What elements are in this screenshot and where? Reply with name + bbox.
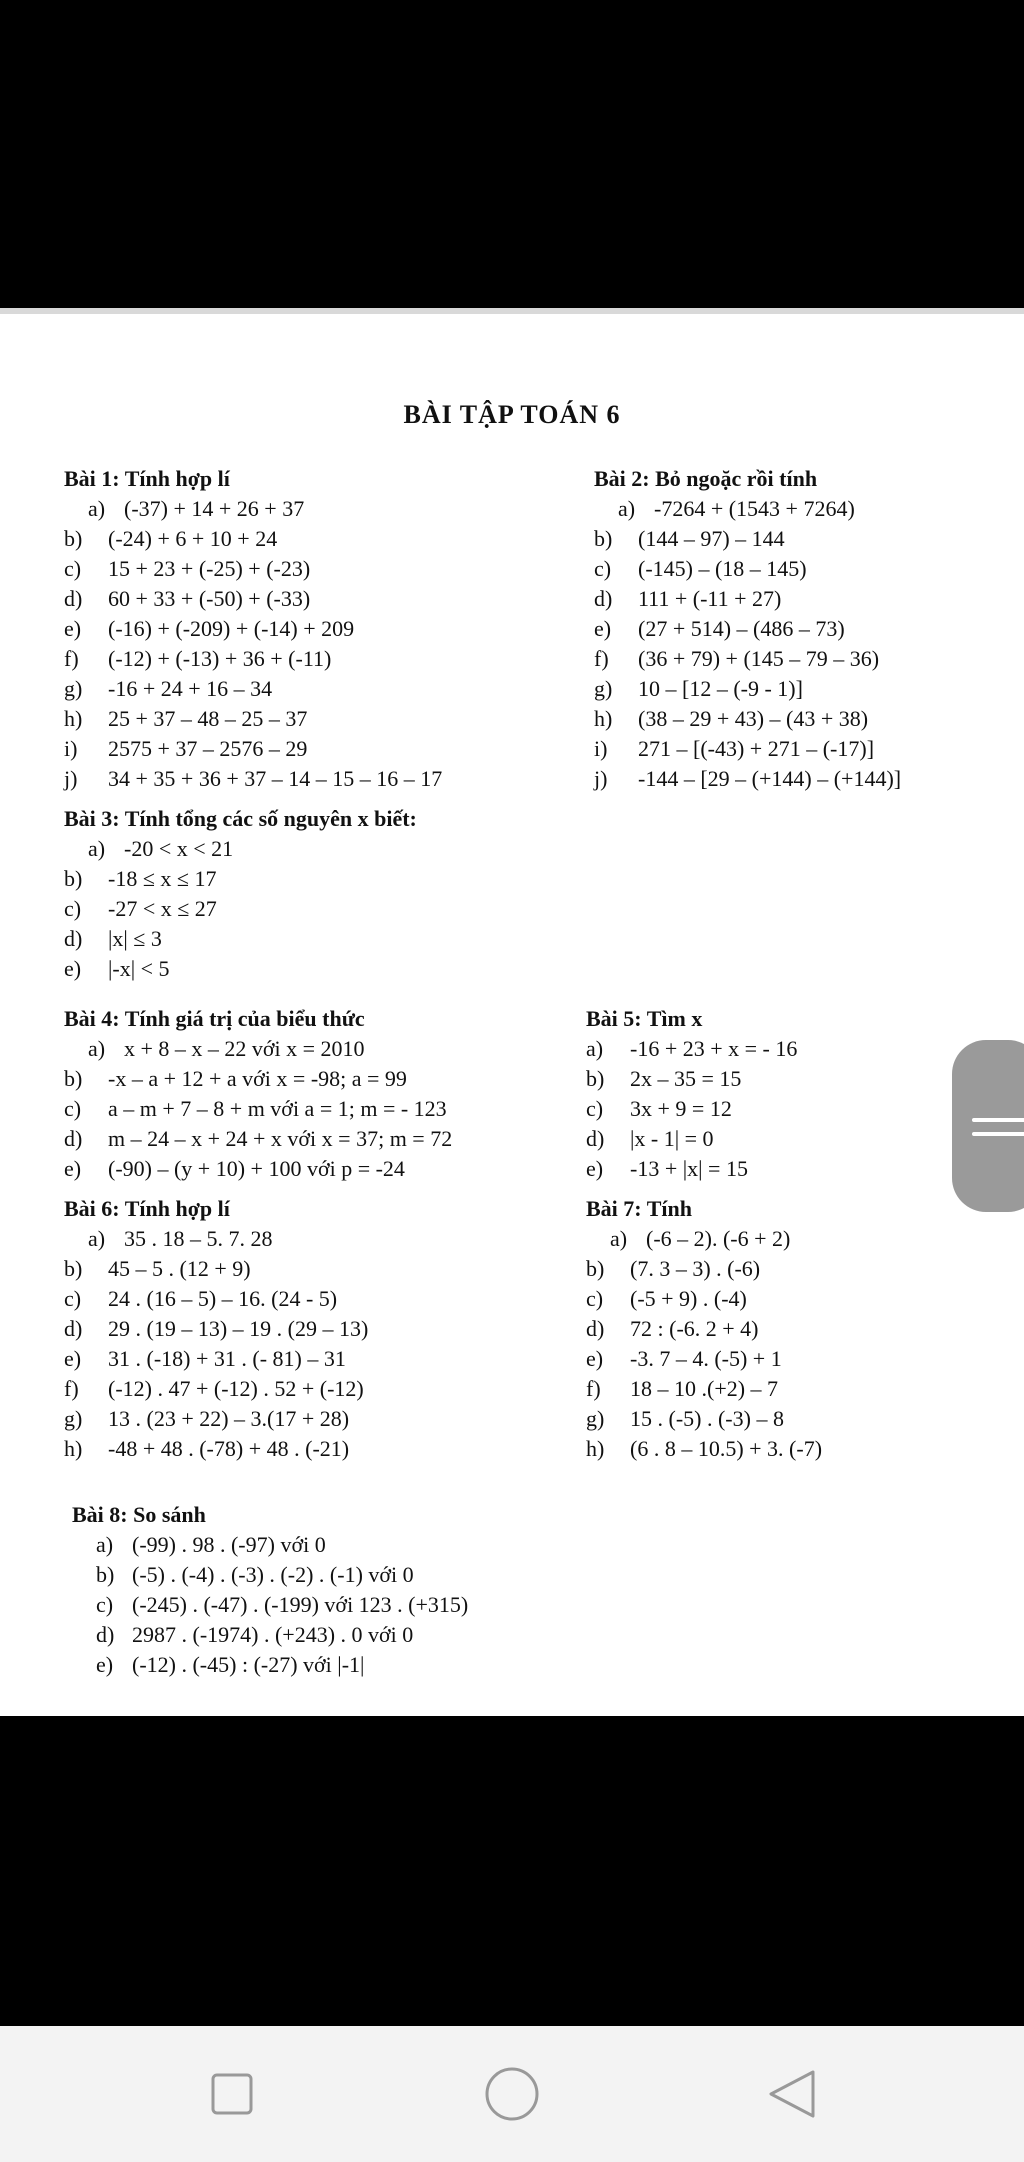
- exercise-item: [64, 924, 417, 954]
- item-expression: 271 – [(-43) + 271 – (-17)]: [638, 736, 875, 761]
- left-section-bai6: [64, 1194, 368, 1464]
- item-expression: (-16) + (-209) + (-14) + 209: [108, 616, 355, 641]
- exercise-item: [594, 494, 901, 524]
- item-expression: 31 . (-18) + 31 . (- 81) – 31: [108, 1346, 346, 1371]
- item-label: b): [64, 1256, 83, 1281]
- exercise-item: [586, 1344, 822, 1374]
- exercise-item: [64, 1094, 452, 1124]
- item-label: d): [64, 1316, 83, 1341]
- item-label: c): [64, 1286, 82, 1311]
- section-heading: Bài 2: Bỏ ngoặc rồi tính: [594, 466, 818, 491]
- item-expression: (6 . 8 – 10.5) + 3. (-7): [630, 1436, 823, 1461]
- right-section-bai2: [594, 464, 901, 794]
- document-page: [0, 314, 1024, 1716]
- exercise-item: [64, 554, 442, 584]
- item-label: a): [618, 496, 636, 521]
- exercise-item: [586, 1124, 797, 1154]
- exercise-item: [586, 1254, 822, 1284]
- item-label: e): [64, 1346, 82, 1371]
- exercise-item: [586, 1284, 822, 1314]
- left-section-bai3: [64, 804, 417, 984]
- item-expression: |-x| < 5: [108, 956, 170, 981]
- item-expression: (-90) – (y + 10) + 100 với p = -24: [108, 1156, 405, 1181]
- item-label: c): [64, 896, 82, 921]
- exercise-item: [594, 704, 901, 734]
- page-title: BÀI TẬP TOÁN 6: [403, 400, 621, 429]
- exercise-item: [586, 1094, 797, 1124]
- item-expression: 25 + 37 – 48 – 25 – 37: [108, 706, 308, 731]
- top-black-area: [0, 0, 1024, 308]
- item-expression: 24 . (16 – 5) – 16. (24 - 5): [108, 1286, 338, 1311]
- exercise-item: [64, 1124, 452, 1154]
- item-label: g): [64, 676, 83, 701]
- item-expression: -144 – [29 – (+144) – (+144)]: [638, 766, 902, 791]
- handle-line-top: [972, 1118, 1024, 1122]
- exercise-item: [64, 834, 417, 864]
- item-label: e): [96, 1652, 114, 1677]
- section-heading: Bài 7: Tính: [586, 1196, 692, 1221]
- exercise-item: [64, 1314, 368, 1344]
- left-section-bai1: [64, 464, 442, 794]
- item-expression: -16 + 23 + x = - 16: [630, 1036, 798, 1061]
- exercise-item: [64, 1064, 452, 1094]
- item-label: h): [64, 1436, 83, 1461]
- item-label: d): [594, 586, 613, 611]
- item-label: b): [586, 1066, 605, 1091]
- item-label: d): [586, 1126, 605, 1151]
- home-icon[interactable]: [482, 2064, 542, 2124]
- item-label: d): [96, 1622, 115, 1647]
- exercise-item: [586, 1314, 822, 1344]
- section-heading: Bài 3: Tính tổng các số nguyên x biết:: [64, 806, 417, 831]
- exercise-item: [594, 734, 901, 764]
- item-label: c): [594, 556, 612, 581]
- left-section-bai4: [64, 1004, 452, 1184]
- section-heading: Bài 5: Tìm x: [586, 1006, 703, 1031]
- item-expression: 72 : (-6. 2 + 4): [630, 1316, 759, 1341]
- exercise-item: [586, 1064, 797, 1094]
- item-label: e): [64, 616, 82, 641]
- exercise-item: [594, 764, 901, 794]
- exercise-item: [594, 584, 901, 614]
- exercise-item: [64, 1344, 368, 1374]
- exercise-item: [64, 1154, 452, 1184]
- exercise-item: [64, 494, 442, 524]
- item-label: e): [64, 956, 82, 981]
- exercise-item: [64, 864, 417, 894]
- item-label: e): [594, 616, 612, 641]
- item-expression: 34 + 35 + 36 + 37 – 14 – 15 – 16 – 17: [108, 766, 443, 791]
- item-expression: |x| ≤ 3: [108, 926, 162, 951]
- exercise-item: [64, 734, 442, 764]
- item-expression: 10 – [12 – (-9 - 1)]: [638, 676, 803, 701]
- section-heading: Bài 1: Tính hợp lí: [64, 466, 230, 491]
- item-label: f): [594, 646, 609, 671]
- item-expression: |x - 1| = 0: [630, 1126, 714, 1151]
- item-label: e): [586, 1156, 604, 1181]
- item-expression: (38 – 29 + 43) – (43 + 38): [638, 706, 869, 731]
- item-expression: a – m + 7 – 8 + m với a = 1; m = - 123: [108, 1096, 447, 1121]
- item-expression: (-24) + 6 + 10 + 24: [108, 526, 278, 551]
- item-label: c): [64, 556, 82, 581]
- item-label: b): [64, 866, 83, 891]
- item-expression: 111 + (-11 + 27): [638, 586, 782, 611]
- item-label: a): [610, 1226, 628, 1251]
- item-expression: 35 . 18 – 5. 7. 28: [124, 1226, 273, 1251]
- right-section-bai7: [586, 1194, 822, 1464]
- exercise-item: [64, 614, 442, 644]
- item-label: h): [64, 706, 83, 731]
- item-label: i): [594, 736, 608, 761]
- item-label: b): [586, 1256, 605, 1281]
- exercise-item: [586, 1034, 797, 1064]
- item-expression: (-12) . (-45) : (-27) với |-1|: [132, 1652, 365, 1677]
- item-label: a): [88, 496, 106, 521]
- item-label: e): [586, 1346, 604, 1371]
- item-expression: -48 + 48 . (-78) + 48 . (-21): [108, 1436, 350, 1461]
- item-expression: -3. 7 – 4. (-5) + 1: [630, 1346, 782, 1371]
- exercise-item: [64, 644, 442, 674]
- item-expression: -18 ≤ x ≤ 17: [108, 866, 217, 891]
- item-label: d): [64, 926, 83, 951]
- item-expression: m – 24 – x + 24 + x với x = 37; m = 72: [108, 1126, 453, 1151]
- item-label: j): [594, 766, 608, 791]
- item-label: b): [64, 1066, 83, 1091]
- item-label: c): [586, 1286, 604, 1311]
- item-expression: -16 + 24 + 16 – 34: [108, 676, 273, 701]
- item-expression: x + 8 – x – 22 với x = 2010: [124, 1036, 365, 1061]
- item-expression: (-245) . (-47) . (-199) với 123 . (+315): [132, 1592, 469, 1617]
- side-panel-handle[interactable]: [952, 1040, 1024, 1212]
- item-expression: (27 + 514) – (486 – 73): [638, 616, 845, 641]
- item-expression: 15 . (-5) . (-3) – 8: [630, 1406, 784, 1431]
- item-label: d): [64, 586, 83, 611]
- item-expression: (36 + 79) + (145 – 79 – 36): [638, 646, 880, 671]
- item-expression: 2x – 35 = 15: [630, 1066, 742, 1091]
- item-expression: (-5 + 9) . (-4): [630, 1286, 747, 1311]
- item-label: a): [88, 1226, 106, 1251]
- exercise-item: [586, 1224, 822, 1254]
- item-label: c): [96, 1592, 114, 1617]
- exercise-item: [594, 614, 901, 644]
- exercise-item: [72, 1620, 468, 1650]
- item-expression: -7264 + (1543 + 7264): [654, 496, 855, 521]
- item-label: h): [586, 1436, 605, 1461]
- item-label: a): [586, 1036, 604, 1061]
- exercise-item: [594, 554, 901, 584]
- exercise-item: [72, 1650, 468, 1680]
- item-expression: (-6 – 2). (-6 + 2): [646, 1226, 791, 1251]
- item-label: d): [64, 1126, 83, 1151]
- exercise-item: [72, 1590, 468, 1620]
- item-expression: 3x + 9 = 12: [630, 1096, 732, 1121]
- exercise-item: [72, 1530, 468, 1560]
- item-label: g): [64, 1406, 83, 1431]
- item-label: d): [586, 1316, 605, 1341]
- item-label: f): [64, 646, 79, 671]
- exercise-item: [594, 524, 901, 554]
- item-expression: (-12) + (-13) + 36 + (-11): [108, 646, 332, 671]
- item-label: f): [586, 1376, 601, 1401]
- item-expression: (-12) . 47 + (-12) . 52 + (-12): [108, 1376, 364, 1401]
- exercise-item: [64, 1434, 368, 1464]
- back-icon[interactable]: [762, 2064, 822, 2124]
- item-label: j): [64, 766, 78, 791]
- handle-line-bottom: [972, 1132, 1024, 1136]
- exercise-item: [586, 1374, 822, 1404]
- exercise-item: [72, 1560, 468, 1590]
- exercise-item: [586, 1434, 822, 1464]
- item-label: c): [586, 1096, 604, 1121]
- item-expression: 29 . (19 – 13) – 19 . (29 – 13): [108, 1316, 369, 1341]
- item-expression: 2987 . (-1974) . (+243) . 0 với 0: [132, 1622, 414, 1647]
- section-heading: Bài 8: So sánh: [72, 1502, 206, 1527]
- item-expression: (-99) . 98 . (-97) với 0: [132, 1532, 326, 1557]
- section-heading: Bài 4: Tính giá trị của biểu thức: [64, 1006, 365, 1031]
- exercise-item: [594, 674, 901, 704]
- item-label: f): [64, 1376, 79, 1401]
- item-label: g): [594, 676, 613, 701]
- item-expression: -20 < x < 21: [124, 836, 234, 861]
- item-expression: 13 . (23 + 22) – 3.(17 + 28): [108, 1406, 350, 1431]
- item-expression: 45 – 5 . (12 + 9): [108, 1256, 251, 1281]
- item-label: i): [64, 736, 78, 761]
- item-expression: -27 < x ≤ 27: [108, 896, 217, 921]
- left-section-bai8: [72, 1500, 468, 1680]
- item-expression: 18 – 10 .(+2) – 7: [630, 1376, 779, 1401]
- item-label: a): [88, 836, 106, 861]
- exercise-item: [64, 1374, 368, 1404]
- navigation-bar: [0, 2026, 1024, 2162]
- right-section-bai5: [586, 1004, 797, 1184]
- exercise-item: [64, 1224, 368, 1254]
- exercise-item: [64, 1254, 368, 1284]
- item-label: b): [594, 526, 613, 551]
- exercise-item: [64, 1284, 368, 1314]
- item-label: b): [96, 1562, 115, 1587]
- exercise-item: [586, 1154, 797, 1184]
- exercise-item: [594, 644, 901, 674]
- item-expression: 2575 + 37 – 2576 – 29: [108, 736, 308, 761]
- item-label: g): [586, 1406, 605, 1431]
- exercise-item: [64, 954, 417, 984]
- item-expression: 60 + 33 + (-50) + (-33): [108, 586, 311, 611]
- item-label: a): [88, 1036, 106, 1061]
- item-expression: (-37) + 14 + 26 + 37: [124, 496, 305, 521]
- item-label: a): [96, 1532, 114, 1557]
- item-label: c): [64, 1096, 82, 1121]
- exercise-item: [64, 584, 442, 614]
- item-label: h): [594, 706, 613, 731]
- exercise-item: [64, 1404, 368, 1434]
- exercise-item: [64, 894, 417, 924]
- exercise-item: [64, 1034, 452, 1064]
- section-heading: Bài 6: Tính hợp lí: [64, 1196, 230, 1221]
- bottom-black-area: [0, 1716, 1024, 2026]
- exercise-item: [64, 674, 442, 704]
- item-expression: -13 + |x| = 15: [630, 1156, 748, 1181]
- item-expression: (7. 3 – 3) . (-6): [630, 1256, 761, 1281]
- item-expression: (-145) – (18 – 145): [638, 556, 807, 581]
- item-label: e): [64, 1156, 82, 1181]
- item-expression: (144 – 97) – 144: [638, 526, 785, 551]
- recent-apps-icon[interactable]: [202, 2064, 262, 2124]
- exercise-item: [586, 1404, 822, 1434]
- item-label: b): [64, 526, 83, 551]
- exercise-item: [64, 704, 442, 734]
- item-expression: 15 + 23 + (-25) + (-23): [108, 556, 311, 581]
- exercise-item: [64, 764, 442, 794]
- item-expression: -x – a + 12 + a với x = -98; a = 99: [108, 1066, 407, 1091]
- exercise-item: [64, 524, 442, 554]
- item-expression: (-5) . (-4) . (-3) . (-2) . (-1) với 0: [132, 1562, 414, 1587]
